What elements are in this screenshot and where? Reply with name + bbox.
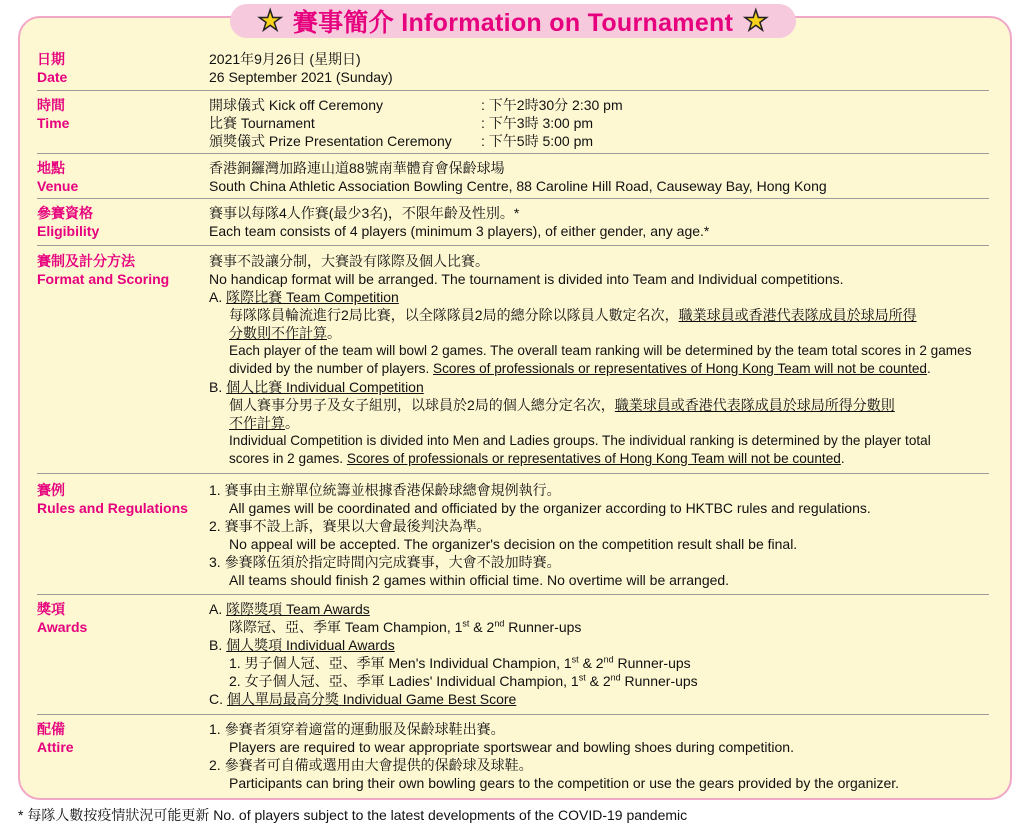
footnote: * 每隊人數按疫情狀況可能更新 No. of players subject to the latest developments of the COVID-19 pandemic (18, 807, 688, 823)
title-banner (230, 4, 796, 38)
divider (37, 714, 989, 715)
list-item: 1. 賽事由主辦單位統籌並根據香港保齡球總會規例執行。 (209, 482, 561, 498)
section-label: 地點 Venue (37, 160, 79, 194)
section-content: 1. 賽事由主辦單位統籌並根據香港保齡球總會規例執行。 All games will be coordinated and officiated by the organizer according to HKTBC rules and regulations. 2. 賽事不設上訴，賽果以大會最後判決為準。 No appeal will be accepted. The organizer's decision on the competition result shall be final. 3. 參賽隊伍須於指定時間內完成賽事，大會不設加時賽。 All teams should finish 2 games within official time. No overtime will be arranged. (209, 481, 989, 589)
section-label: 獎項 Awards (37, 601, 88, 635)
section-content: 1. 參賽者須穿着適當的運動服及保齡球鞋出賽。 Players are required to wear appropriate sportswear and bowling shoes during competition. 2. 參賽者可自備或選用由大會提供的保齡球及球鞋。 Participants can bring their own bowling gears to the competition or use the gears provided by the organizer. (209, 720, 989, 792)
section-label: 參賽資格 Eligibility (37, 205, 100, 239)
list-item: 2. 賽事不設上訴，賽果以大會最後判決為準。 (209, 518, 491, 534)
list-item: 3. 參賽隊伍須於指定時間內完成賽事，大會不設加時賽。 (209, 554, 561, 570)
section-content: 2021年9月26日 (星期日) 26 September 2021 (Sunday) (209, 51, 393, 85)
divider (37, 198, 989, 199)
section-label: 賽例 Rules and Regulations (37, 482, 188, 516)
section-content (209, 96, 989, 150)
list-item: 1. 參賽者須穿着適當的運動服及保齡球鞋出賽。 (209, 721, 505, 737)
section-content: 香港銅鑼灣加路連山道88號南華體育會保齡球場 South China Athletic Association Bowling Centre, 88 Caroline Hill Road, Causeway Bay, Hong Kong (209, 160, 827, 194)
star-icon: ★ (257, 5, 283, 36)
section-label: 時間 Time (37, 97, 70, 131)
list-item: 2. 參賽者可自備或選用由大會提供的保齡球及球鞋。 (209, 757, 533, 773)
divider (37, 90, 989, 91)
section-content: A. 隊際獎項 Team Awards 隊際冠、亞、季軍 Team Champion, 1st & 2nd Runner-ups B. 個人獎項 Individual Awards 1. 男子個人冠、亞、季軍 Men's Individual Champion, 1st & 2nd Runner-ups 2. 女子個人冠、亞、季軍 Ladies' Individual Champion, 1st & 2nd Runner-ups C. 個人單局最高分獎 Individual Game Best Score (209, 600, 989, 708)
divider (37, 473, 989, 474)
section-label: 賽制及計分方法 Format and Scoring (37, 253, 170, 287)
best-score-heading: C. 個人單局最高分獎 Individual Game Best Score (209, 691, 517, 707)
individual-awards-heading: B. 個人獎項 Individual Awards (209, 637, 395, 653)
star-icon: ★ (743, 5, 769, 36)
schedule-row: 開球儀式 Kick off Ceremony : 下午2時30分 2:30 pm (209, 97, 623, 113)
section-label: 配備 Attire (37, 721, 74, 755)
section-content: 賽事以每隊4人作賽(最少3名)，不限年齡及性別。* Each team consists of 4 players (minimum 3 players), of either gender, any age.* (209, 205, 710, 239)
divider (37, 245, 989, 246)
schedule-row: 頒獎儀式 Prize Presentation Ceremony : 下午5時 5:00 pm (209, 133, 594, 149)
team-awards-heading: A. 隊際獎項 Team Awards (209, 601, 370, 617)
section-content: 賽事不設讓分制，大賽設有隊際及個人比賽。 No handicap format will be arranged. The tournament is divided into Team and Individual competitions. A. 隊際比賽 Team Competition 每隊隊員輪流進行2局比賽，以全隊隊員2局的總分除以隊員人數定名次，職業球員或香港代表隊成員於球局所得 分數則不作計算。 Each player of the team will bowl 2 games. The overall team ranking will be determined by the team total scores in 2 games divided by the number of players. Scores of professionals or representatives of Hong Kong Team will not be counted. B. 個人比賽 Individual Competition 個人賽事分男子及女子組別，以球員於2局的個人總分定名次，職業球員或香港代表隊成員於球局所得分數則 不作計算。 Individual Competition is divided into Men and Ladies groups. The individual ranking is determined by the player total scores in 2 games. Scores of professionals or representatives of Hong Kong Team will not be counted. (209, 252, 989, 468)
divider (37, 153, 989, 154)
divider (37, 594, 989, 595)
page-title: 賽事簡介 Information on Tournament (292, 9, 734, 37)
section-label: 日期 Date (37, 51, 68, 85)
team-competition-heading: A. 隊際比賽 Team Competition (209, 289, 399, 305)
schedule-row: 比賽 Tournament : 下午3時 3:00 pm (209, 115, 594, 131)
individual-competition-heading: B. 個人比賽 Individual Competition (209, 379, 424, 395)
